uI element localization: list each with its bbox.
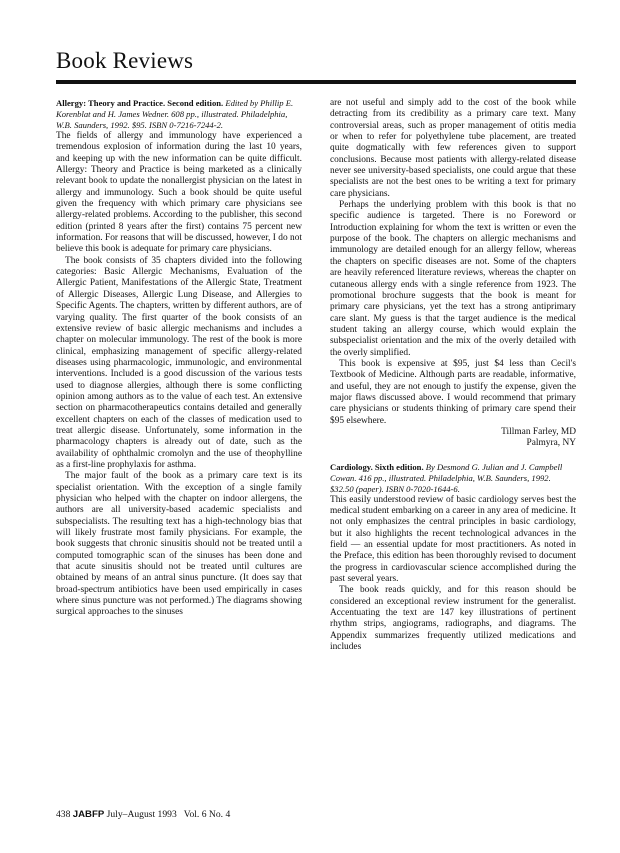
review2-paragraph: The book reads quickly, and for this reason should be considered an exceptional review instrument for the generalist. Accentuating the text are 147 key illustrations of pertinent rhythm strips, angiograms, radiographs, and diagrams. The Appendix summarizes frequently utilized medications and includes <box>330 585 576 653</box>
review1-paragraph: The major fault of the book as a primary care text is its specialist orientation. With the exception of a single family physician who helped with the chapter on indoor allergens, the authors are all university-based academic specialists and subspecialists. The resulting text has a high-technology bias that will likely frustrate most family physicians. For example, the book suggests that chronic sinusitis should not be treated until a computed tomographic scan of the sinuses has been done and that acute sinusitis should not be treated until cultures are obtained by means of an antral sinus puncture. (It does say that broad-spectrum antibiotics have been used empirically in cases where sinus puncture was not performed.) The diagrams showing surgical approaches to the sinuses <box>56 471 302 618</box>
page-footer <box>56 809 230 820</box>
review1-title: Allergy: Theory and Practice. Second edition. <box>56 98 224 108</box>
right-column <box>330 98 576 653</box>
review1-paragraph: are not useful and simply add to the cost of the book while detracting from its credibility as a primary care text. Many controversial areas, such as proper management of otitis media or when to refer for polyethylene tube placement, are treated quite dogmatically with few references given to support conclusions. Because most patients with allergy-related disease never see university-based specialists, one could argue that these specialists are not the best ones to be writing a text for primary care physicians. <box>330 98 576 199</box>
review2-title: Cardiology. Sixth edition. <box>330 461 424 472</box>
reviewer-signature <box>330 427 576 450</box>
issue-info: July–August 1993 Vol. 6 No. 4 <box>106 809 231 820</box>
section-title: Book Reviews <box>56 48 194 73</box>
page-header <box>56 48 576 74</box>
reviewer-name: Tillman Farley, MD <box>501 426 576 437</box>
review1-paragraph: The book consists of 35 chapters divided into the following categories: Basic Allergic Mechanisms, Evaluation of the Allergic Patient, Manifestations of the Allergic State, Treatment of Allergic Diseases, Allergic Lung Disease, and Allergies to Specific Agents. The chapters, written by different authors, are of varying quality. The first quarter of the book consists of an extensive review of basic allergic mechanisms and includes a chapter on molecular immunology. The rest of the book is more clinical, emphasizing management of specific allergy-related diseases using pharmacologic, immunologic, and environmental interventions. Included is a good discussion of the various tests used to diagnose allergies, although there is some conflicting opinion among authors as to the value of each test. An extensive section on pharmacotherapeutics contains detailed and generally excellent chapters on each of the classes of medication used to treat allergic disease. Unfortunately, some information in the pharmacology chapters is already out of date, such as the availability of ophthalmic cromolyn and the use of theophylline as a first-line prophylaxis for asthma. <box>56 255 302 470</box>
review2-details: By Desmond G. Julian and J. Campbell Cowan. 416 pp., illustrated. Philadelphia, W.B. Saunders, 1992. $32.50 (paper). ISBN 0-7020-1644-6. <box>330 461 563 494</box>
journal-name: JABFP <box>72 809 105 820</box>
review1-paragraph: Perhaps the underlying problem with this book is that no specific audience is targeted. There is no Foreword or Introduction explaining for whom the text is written or even the purpose of the book. The chapters on allergic mechanisms and immunology are detailed enough for an allergy fellow, whereas the chapters on specific diseases are not. Some of the chapters are heavily referenced literature reviews, whereas the chapter on cutaneous allergy ends with a single reference from 1923. The promotional brochure suggests that the book is meant for primary care physicians, yet the text has a strong antiprimary care slant. My guess is that the target audience is the medical student taking an allergy course, which would explain the subspecialist orientation and the mix of the overly detailed with the overly simplified. <box>330 200 576 358</box>
review1-details: Edited by Phillip E. Korenblat and H. James Wedner. 608 pp., illustrated. Philadelphia, W.B. Saunders, 1992. $95. ISBN 0-7216-7244-2. <box>56 98 294 130</box>
review1-paragraph: The fields of allergy and immunology have experienced a tremendous explosion of information during the last 10 years, and keeping up with the new information can be quite difficult. Allergy: Theory and Practice is being marketed as a clinically relevant book to update the nonallergist physician on the latest in allergy and immunology. Such a book should be quite useful given the frequency with which primary care physicians see allergy-related problems. According to the publisher, this second edition (printed 8 years after the first) contains 75 percent new information. For reasons that will be discussed, however, I do not believe this book is adequate for primary care physicians. <box>56 131 302 255</box>
reviewer-location: Palmyra, NY <box>526 438 576 449</box>
review1-citation <box>56 98 302 131</box>
review2-paragraph: This easily understood review of basic cardiology serves best the medical student embarking on a career in any area of medicine. It not only emphasizes the central principles in basic cardiology, but it also highlights the recent technological advances in the field — an essential update for most practitioners. As noted in the Preface, this edition has been thoroughly revised to document the progress in cardiovascular science accomplished during the past several years. <box>330 494 576 585</box>
page-number: 438 <box>56 809 71 820</box>
review2-citation <box>330 462 576 495</box>
review1-paragraph: This book is expensive at $95, just $4 less than Cecil's Textbook of Medicine. Although parts are readable, informative, and useful, they are not enough to justify the expense, given the major flaws discussed above. I would recommend that primary care physicians or students thinking of primary care spend their $95 elsewhere. <box>330 358 576 426</box>
header-rule <box>56 80 576 84</box>
left-column <box>56 98 302 619</box>
